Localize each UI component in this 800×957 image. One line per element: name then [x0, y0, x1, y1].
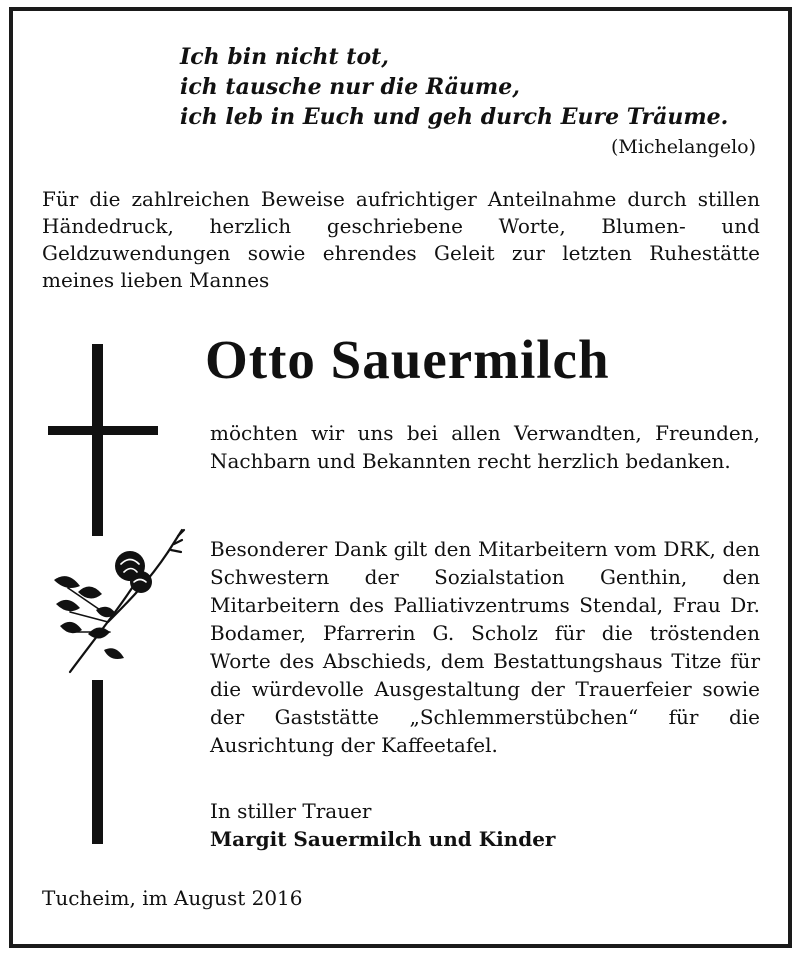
poem-line: ich leb in Euch und geh durch Eure Träume.	[180, 104, 729, 130]
thanks-special: Besonderer Dank gilt den Mitarbeitern vom DRK, den Schwestern der Sozialstation Genthin, den Mitarbeitern des Palliativzentrums Stendal, Frau Dr. Bodamer, Pfarrerin G. Scholz für die tröstenden Worte des Abschieds, dem Bestattungshaus Titze für die würdevolle Ausgestaltung der Trauerfeier sowie der Gaststätte „Schlemmerstübchen“ für die Ausrichtung der Kaffeetafel.	[210, 537, 760, 757]
deceased-name: Otto Sauermilch	[205, 329, 610, 390]
signoff-block	[210, 797, 760, 853]
poem-block	[180, 42, 760, 160]
poem-line: Ich bin nicht tot,	[180, 44, 389, 70]
signoff-phrase: In stiller Trauer	[210, 799, 372, 823]
signoff-signers: Margit Sauermilch und Kinder	[210, 827, 556, 851]
poem-attribution: (Michelangelo)	[610, 136, 756, 158]
place-date: Tucheim, im August 2016	[42, 886, 303, 910]
rose-icon	[48, 522, 193, 687]
intro-paragraph: Für die zahlreichen Beweise aufrichtiger Anteilnahme durch stillen Händedruck, herzlich geschriebene Worte, Blumen- und Geldzuwendungen sowie ehrendes Geleit zur letzten Ruhestätte meines lieben Mannes	[42, 187, 760, 292]
thanks-general: möchten wir uns bei allen Verwandten, Freunden, Nachbarn und Bekannten recht herzlich bedanken.	[210, 421, 760, 473]
poem-line: ich tausche nur die Räume,	[180, 74, 520, 100]
